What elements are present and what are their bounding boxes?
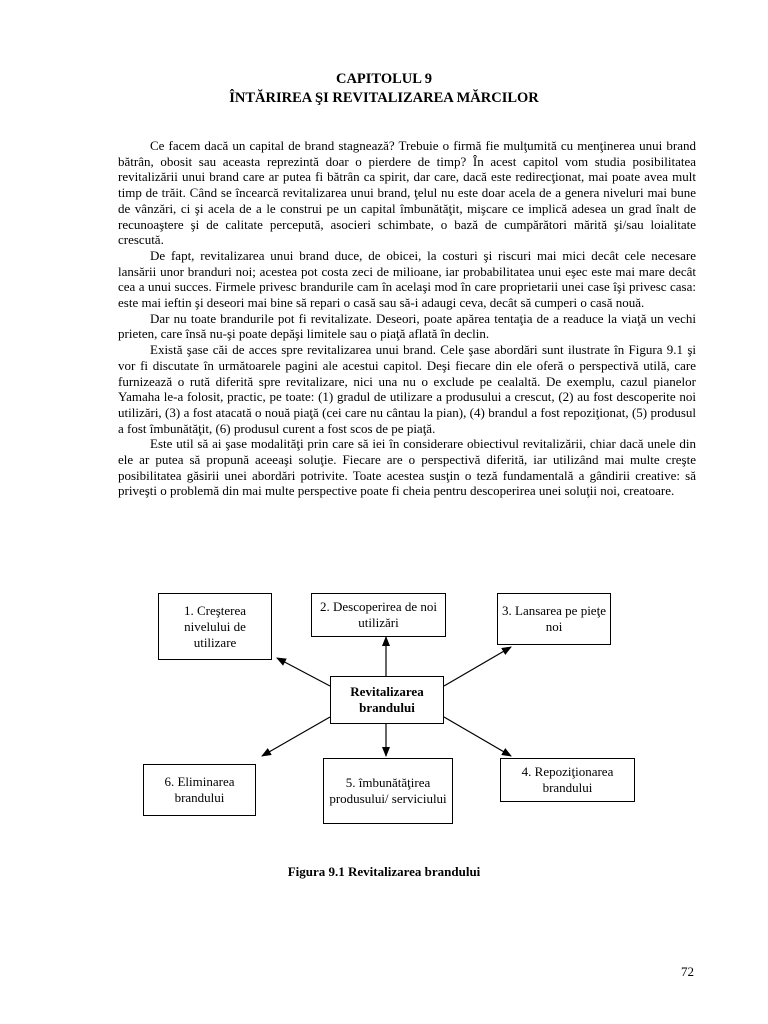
box-4: 4. Repoziţionarea brandului bbox=[500, 758, 635, 802]
paragraph-3: Dar nu toate brandurile pot fi revitalizate. Deseori, poate apărea tentaţia de a readuce la viaţă un vechi prieten, care însă nu-şi poate depăşi limitele sau o piaţă aflată în declin. bbox=[118, 310, 696, 342]
chapter-title: ÎNTĂRIREA ŞI REVITALIZAREA MĂRCILOR bbox=[229, 90, 539, 106]
page-number: 72 bbox=[681, 964, 694, 979]
box-1: 1. Creşterea nivelului de utilizare bbox=[158, 593, 272, 660]
figure-caption: Figura 9.1 Revitalizarea brandului bbox=[287, 864, 481, 879]
box-2: 2. Descoperirea de noi utilizări bbox=[311, 593, 446, 637]
center-box: Revitalizarea brandului bbox=[330, 676, 444, 724]
paragraph-4: Există şase căi de acces spre revitalizarea unui brand. Cele şase abordări sunt ilustrate în Figura 9.1 şi vor fi discutate în următoarele pagini ale acestui capitol. Deşi fiecare din ele oferă o perspectivă utilă, care furnizează o rută diferită spre revitalizare, nici una nu o exclude pe cealaltă. De exemplu, cazul pianelor Yamaha le-a folosit, practic, pe toate: (1) gradul de utilizare a produsului a crescut, (2) au fost descoperite noi utilizări, (3) a fost atacată o nouă piaţă (cei care nu cântau la pian), (4) brandul a fost repoziţionat, (5) produsul a fost îmbunătăţit, (6) produsul curent a fost scos de pe piaţă. bbox=[118, 342, 696, 436]
chapter-number: CAPITOLUL 9 bbox=[335, 71, 433, 87]
arrow-to-box-3 bbox=[444, 647, 511, 686]
paragraph-5: Este util să ai şase modalităţi prin care să iei în considerare obiectivul revitalizării, chiar dacă unele din ele ar putea să propună aceeaşi soluţie. Fiecare are o perspectivă diferită, iar utilizând mai multe creşte posibilitatea găsirii unei abordări potrivite. Toate acestea susţin o teză fundamentală a gândirii creative: să priveşti o problemă din mai multe perspective poate fi cheia pentru descoperirea unei soluţii noi, creatoare. bbox=[118, 436, 696, 499]
arrow-to-box-6 bbox=[262, 717, 330, 756]
paragraph-2: De fapt, revitalizarea unui brand duce, de obicei, la costuri şi riscuri mai mici decât cele necesare lansării unor branduri noi; acestea pot costa zeci de milioane, iar probabilitatea unui eşec este mai mare decât cea a unui succes. Firmele privesc brandurile cam în acelaşi mod în care proprietarii unei case îşi privesc casa: este mai ieftin şi deseori mai bine să repari o casă sau să-i adaugi ceva, decât să cumperi o casă nouă. bbox=[118, 247, 696, 311]
paragraph-1: Ce facem dacă un capital de brand stagnează? Trebuie o firmă fie mulţumită cu menţinerea unui brand bătrân, obosit sau aceasta reprezintă doar o pierdere de timp? În acest capitol vom studia posibilitatea revitalizării unui brand care ar putea fi bătrân ca spirit, dar care, dacă este redirecţionat, mai poate avea mult timp de trăit. Când se încearcă revitalizarea unui brand, ţelul nu este doar acela de a genera niveluri mai bune de vânzări, ci şi acela de a le construi pe un capital îmbunătăţit, mişcare ce implică adesea un grad înalt de recunoaştere şi de calitate percepută, asocieri schimbate, o bază de cumpărători mărită şi/sau loialitate crescută. bbox=[118, 138, 696, 248]
arrow-to-box-1 bbox=[277, 658, 330, 686]
box-5: 5. îmbunătăţirea produsului/ serviciului bbox=[323, 758, 453, 824]
box-6: 6. Eliminarea brandului bbox=[143, 764, 256, 816]
arrow-to-box-4 bbox=[444, 717, 511, 756]
box-3: 3. Lansarea pe pieţe noi bbox=[497, 593, 611, 645]
